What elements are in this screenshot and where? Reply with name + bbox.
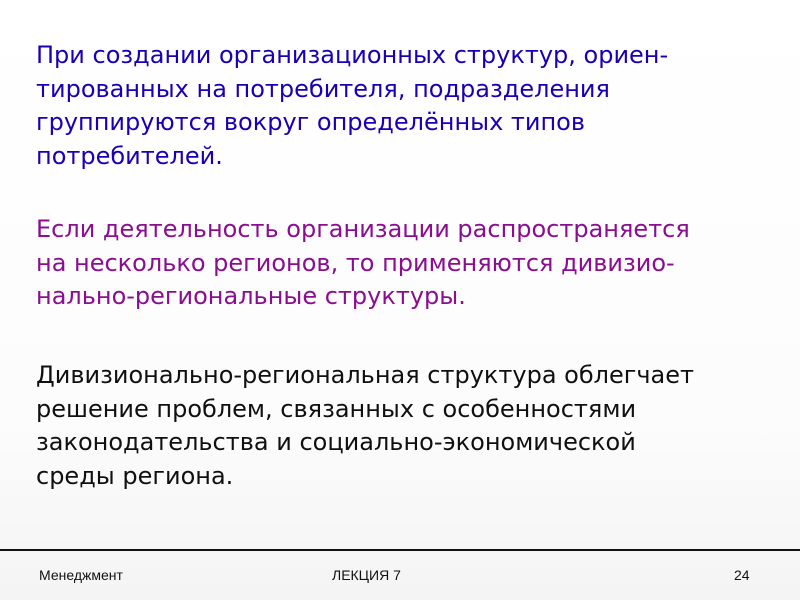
footer-lecture-label: ЛЕКЦИЯ 7 — [332, 567, 401, 583]
paragraph-divisional-regional-benefits: Дивизионально-региональная структура облегчает решение проблем, связанных с особенностями законодательства и социально-экономической среды региона. — [36, 361, 694, 490]
paragraph-customer-oriented-structures: При создании организационных структур, ориен- тированных на потребителя, подразделения группируются вокруг определённых типов потребителей. — [36, 41, 669, 170]
paragraph-regional-activity: Если деятельность организации распространяется на несколько регионов, то применяются дивизио- нально-региональные структуры. — [36, 215, 690, 310]
footer-course-name: Менеджмент — [39, 567, 123, 583]
footer-page-number: 24 — [734, 567, 750, 583]
footer-divider — [0, 549, 800, 551]
